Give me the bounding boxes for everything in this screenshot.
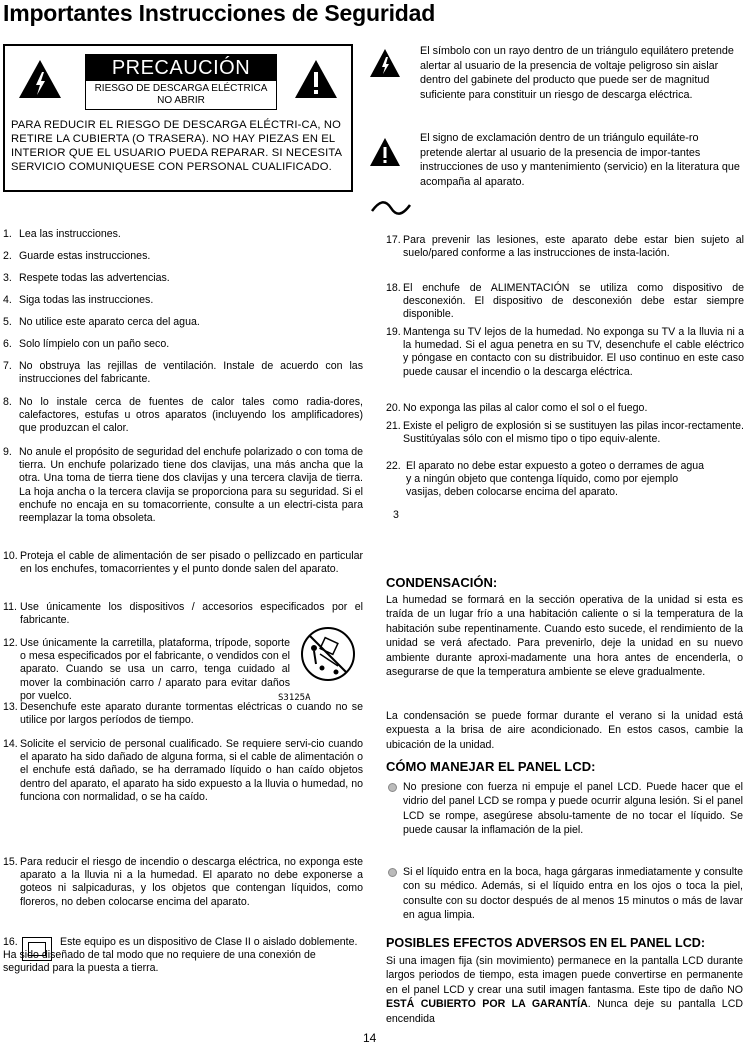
ac-symbol-icon bbox=[370, 198, 412, 218]
lightning-symbol-icon bbox=[369, 48, 401, 78]
page-title: Importantes Instrucciones de Seguridad bbox=[3, 0, 436, 26]
exclamation-symbol-icon bbox=[369, 137, 401, 167]
lightning-warning-icon bbox=[17, 58, 63, 100]
bullet-icon bbox=[388, 868, 397, 877]
lcd-bullet-2: Si el líquido entra en la boca, haga gárgaras inmediatamente y consulte con su médico. Además, si el líquido entra en los ojos o toca la piel, consulte con su doctor después de al menos 15 minutos o más de lavar en agua limpia. bbox=[403, 866, 743, 922]
caution-header bbox=[85, 54, 277, 110]
cart-label: S3125A bbox=[278, 693, 311, 703]
caution-subheading-2: NO ABRIR bbox=[157, 95, 205, 106]
exclamation-symbol-description: El signo de exclamación dentro de un triángulo equiláte-ro pretende alertar al usuario de la presencia de impor-tantes instrucciones de uso y mantenimiento (servicio) en la literatura que acompaña al aparato. bbox=[420, 132, 740, 188]
page-number: 14 bbox=[363, 1031, 377, 1045]
lightning-symbol-description: El símbolo con un rayo dentro de un triángulo equilátero pretende alertar al usuario de la presencia de voltaje peligroso sin aislar dentro del gabinete del producto que puede ser de magnitud suficiente para constituir un riesgo de descarga eléctrica. bbox=[420, 45, 734, 101]
caution-subheading: RIESGO DE DESCARGA ELÉCTRICA bbox=[94, 83, 268, 94]
class-ii-icon bbox=[22, 937, 52, 961]
condensation-paragraph-1: La humedad se formará en la sección operativa de la unidad si esta es traída de un lugar frío a una habitación caliente o si la temperatura de la habitación sube repentinamente. Cuando esto sucede, el rendimiento de la unidad se verá afectado. Para prevenirlo, deje la unidad en su nuevo ambiente durante aproxi-madamente una hora antes de encenderla, o asegurarse de que la temperatura ambiente se eleve gradualmente. bbox=[386, 594, 743, 679]
adverse-effects-paragraph: Si una imagen fija (sin movimiento) permanece en la pantalla LCD durante largos periodos de tiempo, esta imagen puede convertirse en permanente en el panel LCD y crear una sutil imagen fantasma. Este tipo de daño NO ESTÁ CUBIERTO POR LA GARANTÍA. Nunca deje su pantalla LCD encendida bbox=[386, 955, 744, 1025]
stray-number: 3 bbox=[393, 509, 399, 521]
cart-warning-icon bbox=[300, 626, 356, 684]
caution-text: PARA REDUCIR EL RIESGO DE DESCARGA ELÉCTRI-CA, NO RETIRE LA CUBIERTA (O TRASERA). NO HAY PIEZAS EN EL INTERIOR QUE EL USUARIO PUEDA REPARAR. SI NECESITA SERVICIO COMUNIQUESE CON PERSONAL CUALIFICADO. bbox=[11, 119, 342, 173]
exclamation-warning-icon bbox=[293, 58, 339, 100]
caution-box bbox=[3, 44, 353, 192]
caution-heading: PRECAUCIÓN bbox=[86, 55, 276, 81]
adverse-effects-title: POSIBLES EFECTOS ADVERSOS EN EL PANEL LCD: bbox=[386, 936, 706, 950]
condensation-paragraph-2: La condensación se puede formar durante el verano si la unidad está expuesta a la brisa de aire acondicionado. En estos casos, cambie la ubicación de la unidad. bbox=[386, 710, 743, 751]
condensation-title: CONDENSACIÓN: bbox=[386, 575, 498, 590]
lcd-bullet-1: No presione con fuerza ni empuje el panel LCD. Puede hacer que el vidrio del panel LCD se rompa y puede ocurrir alguna lesión. Si el panel LCD se rompe, asegúrese absolu-tamente de no tocar el líquido. Se puede causar la inflamación de la piel. bbox=[403, 781, 743, 837]
lcd-handling-title: CÓMO MANEJAR EL PANEL LCD: bbox=[386, 759, 596, 774]
bullet-icon bbox=[388, 783, 397, 792]
